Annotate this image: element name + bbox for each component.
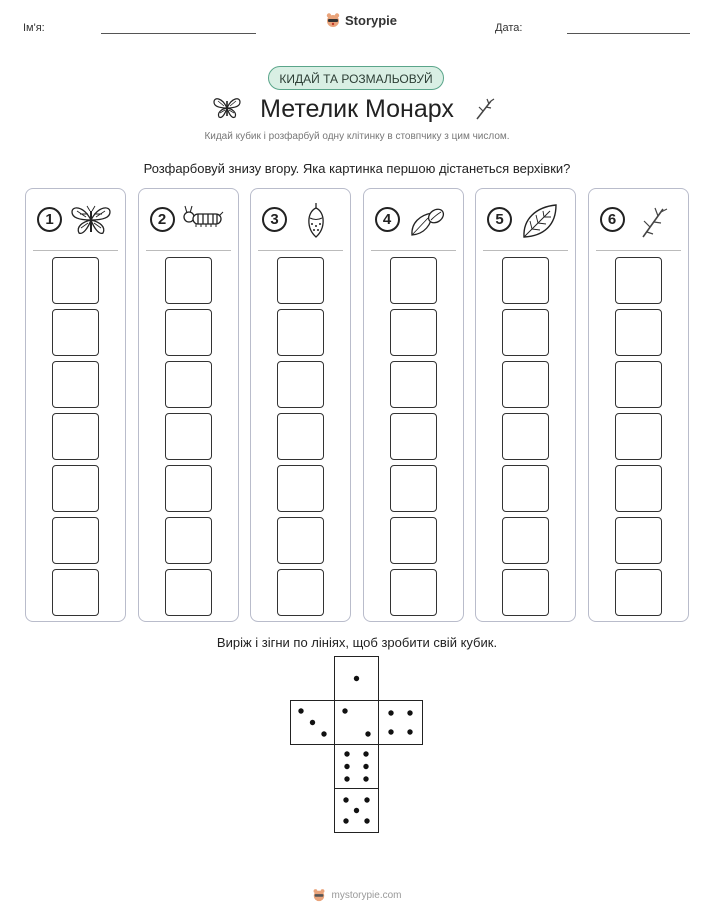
color-cell[interactable] <box>52 257 99 304</box>
leaf-seed-icon <box>406 201 452 241</box>
color-cell[interactable] <box>390 361 437 408</box>
color-cell[interactable] <box>502 517 549 564</box>
name-line[interactable] <box>101 33 256 34</box>
column-number: 2 <box>150 207 175 232</box>
chrysalis-icon <box>293 201 339 241</box>
color-cell[interactable] <box>277 309 324 356</box>
column-divider <box>258 250 343 251</box>
column-number: 1 <box>37 207 62 232</box>
dice-face-5 <box>334 788 379 833</box>
color-cell[interactable] <box>165 569 212 616</box>
column-divider <box>33 250 118 251</box>
column-5 <box>475 188 576 622</box>
color-cell[interactable] <box>165 309 212 356</box>
color-cell[interactable] <box>52 569 99 616</box>
column-4 <box>363 188 464 622</box>
color-cell[interactable] <box>502 361 549 408</box>
leaf-icon <box>518 201 564 241</box>
column-divider <box>596 250 681 251</box>
column-number: 4 <box>375 207 400 232</box>
color-cell[interactable] <box>165 465 212 512</box>
column-number: 3 <box>262 207 287 232</box>
color-cell[interactable] <box>277 569 324 616</box>
color-cell[interactable] <box>502 413 549 460</box>
color-cell[interactable] <box>165 257 212 304</box>
color-cell[interactable] <box>615 413 662 460</box>
date-label: Дата: <box>495 22 523 34</box>
color-cell[interactable] <box>615 361 662 408</box>
color-cell[interactable] <box>277 257 324 304</box>
color-cell[interactable] <box>165 413 212 460</box>
color-cell[interactable] <box>615 517 662 564</box>
column-2 <box>138 188 239 622</box>
storypie-mascot-icon <box>325 12 341 28</box>
footer-url[interactable]: mystorypie.com <box>331 889 402 901</box>
dice-face-3 <box>290 700 335 745</box>
color-cell[interactable] <box>52 309 99 356</box>
color-cell[interactable] <box>52 517 99 564</box>
column-divider <box>371 250 456 251</box>
dice-face-2 <box>334 700 379 745</box>
color-cell[interactable] <box>502 465 549 512</box>
column-divider <box>146 250 231 251</box>
page-title: Метелик Монарх <box>260 95 454 123</box>
color-cell[interactable] <box>52 465 99 512</box>
color-cell[interactable] <box>615 465 662 512</box>
color-cell[interactable] <box>390 309 437 356</box>
color-cell[interactable] <box>615 569 662 616</box>
color-cell[interactable] <box>165 361 212 408</box>
color-cell[interactable] <box>502 257 549 304</box>
butterfly-icon <box>68 201 114 241</box>
color-cell[interactable] <box>615 309 662 356</box>
color-cell[interactable] <box>390 413 437 460</box>
dice-face-6 <box>334 744 379 789</box>
color-cell[interactable] <box>277 413 324 460</box>
instruction-text: Розфарбовуй знизу вгору. Яка картинка першою дістанеться верхівки? <box>143 161 571 176</box>
dice-face-4 <box>378 700 423 745</box>
color-cell[interactable] <box>615 257 662 304</box>
color-cell[interactable] <box>277 361 324 408</box>
column-number: 5 <box>487 207 512 232</box>
activity-badge: КИДАЙ ТА РОЗМАЛЬОВУЙ <box>268 66 444 90</box>
color-cell[interactable] <box>502 569 549 616</box>
storypie-mascot-icon <box>312 888 326 902</box>
column-6 <box>588 188 689 622</box>
date-line[interactable] <box>567 33 690 34</box>
color-cell[interactable] <box>390 517 437 564</box>
dice-face-1 <box>334 656 379 701</box>
cut-instruction: Виріж і зігни по лініях, щоб зробити свій кубик. <box>216 635 498 650</box>
subtitle: Кидай кубик і розфарбуй одну клітинку в стовпчику з цим числом. <box>204 131 510 142</box>
color-cell[interactable] <box>390 465 437 512</box>
column-number: 6 <box>600 207 625 232</box>
color-cell[interactable] <box>52 361 99 408</box>
logo-text: Storypie <box>345 12 398 28</box>
logo <box>325 12 397 28</box>
column-3 <box>250 188 351 622</box>
twig-icon <box>631 201 677 241</box>
column-divider <box>483 250 568 251</box>
color-cell[interactable] <box>165 517 212 564</box>
footer <box>0 888 714 902</box>
twig-icon <box>474 95 496 126</box>
color-cell[interactable] <box>390 257 437 304</box>
color-cell[interactable] <box>52 413 99 460</box>
name-label: Ім'я: <box>23 22 45 34</box>
color-cell[interactable] <box>390 569 437 616</box>
color-cell[interactable] <box>277 517 324 564</box>
column-1 <box>25 188 126 622</box>
caterpillar-icon <box>181 201 227 241</box>
color-cell[interactable] <box>277 465 324 512</box>
color-cell[interactable] <box>502 309 549 356</box>
